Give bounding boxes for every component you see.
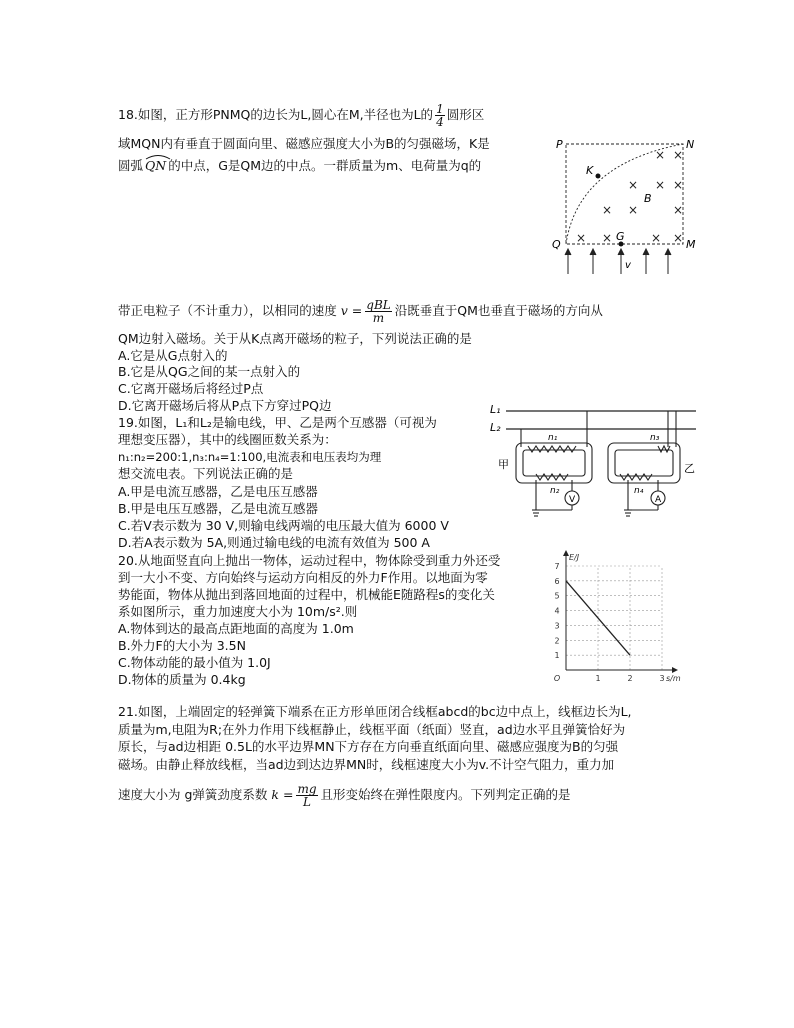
- label-v: v: [625, 260, 631, 271]
- y-tick-label: 4: [554, 606, 560, 616]
- q18-line5: QM边射入磁场。关于从K点离开磁场的粒子，下列说法正确的是: [118, 331, 472, 346]
- energy-distance-chart: [548, 552, 683, 684]
- q19-option-a: A.甲是电流互感器，乙是电压互感器: [118, 484, 318, 499]
- svg-text:×: ×: [628, 178, 639, 192]
- q18-option-c: C.它离开磁场后将经过P点: [118, 381, 264, 396]
- q19-line4: 想交流电表。下列说法正确的是: [118, 466, 294, 481]
- label-q: Q: [552, 238, 561, 251]
- q20-line2: 到一大小不变、方向始终与运动方向相反的外力F作用。以地面为零: [118, 570, 488, 585]
- origin-label: O: [553, 674, 561, 683]
- point-k: [596, 174, 601, 179]
- q19-option-b: B.甲是电压互感器，乙是电流互感器: [118, 501, 319, 516]
- svg-text:×: ×: [673, 203, 684, 217]
- q21-line3: 原长，与ad边相距 0.5L的水平边界MN下方存在方向垂直纸面向里、磁感应强度为B的匀强: [118, 739, 619, 754]
- q21-line5: 速度大小为 g弹簧劲度系数 k = $\frac{mg}{L}$ 且形变始终在弹性限度内。下列判定正确的是: [118, 782, 571, 809]
- velocity-arrows: [565, 249, 671, 274]
- y-tick-label: 5: [554, 591, 560, 601]
- q18-line1-text: 18.如图，正方形PNMQ的边长为L,圆心在M,半径也为L的: [118, 107, 434, 122]
- q20-line4: 系如图所示，重力加速度大小为 10m/s².则: [118, 604, 358, 619]
- q18-line1: [118, 103, 484, 128]
- voltmeter-label: V: [569, 495, 576, 505]
- velocity-fraction: $\frac{\text{qBL}}{m}$: [366, 298, 391, 325]
- ammeter-label: A: [655, 495, 662, 505]
- q20-line3: 势能面，物体从抛出到落回地面的过程中，机械能E随路程s的变化关: [118, 587, 495, 602]
- transformer-jia: [516, 411, 592, 516]
- q18-line1-tail: 圆形区: [446, 107, 485, 122]
- q20-option-a: A.物体到达的最高点距地面的高度为 1.0m: [118, 621, 354, 636]
- label-n: N: [686, 138, 695, 151]
- y-axis-label: E/J: [569, 553, 580, 562]
- label-n1: n₁: [548, 433, 558, 443]
- label-l2: L₂: [490, 421, 501, 434]
- svg-text:×: ×: [602, 203, 613, 217]
- q18-line2: 域MQN内有垂直于圆面向里、磁感应强度大小为B的匀强磁场，K是: [118, 136, 490, 151]
- q19-line1: 19.如图，L₁和L₂是输电线，甲、乙是两个互感器（可视为: [118, 415, 437, 430]
- q18-option-b: B.它是从QG之间的某一点射入的: [118, 364, 301, 379]
- transformer-yi: [608, 411, 680, 516]
- q20-option-b: B.外力F的大小为 3.5N: [118, 638, 246, 653]
- svg-text:×: ×: [628, 203, 639, 217]
- y-tick-label: 3: [554, 621, 560, 631]
- svg-text:×: ×: [673, 231, 684, 245]
- spring-constant-fraction: $\frac{mg}{L}$: [297, 782, 317, 809]
- label-k: K: [586, 164, 594, 177]
- velocity-symbol: v =: [340, 303, 363, 318]
- x-axis-label: s/m: [666, 674, 681, 683]
- q18-magnetic-field-figure: [548, 134, 698, 279]
- q18-line4: 带正电粒子（不计重力），以相同的速度 v = $\frac{\text{qBL}}{m}$ 沿既垂直于QM也垂直于磁场的方向从: [118, 298, 603, 325]
- label-yi: 乙: [684, 462, 695, 475]
- label-g: G: [616, 230, 625, 243]
- label-p: P: [556, 138, 563, 151]
- arc-qn-boundary: [566, 144, 683, 244]
- y-tick-label: 2: [554, 636, 560, 646]
- label-l1: L₁: [490, 403, 501, 416]
- svg-text:×: ×: [655, 148, 666, 162]
- label-n4: n₄: [634, 486, 644, 496]
- q20-line1: 20.从地面竖直向上抛出一物体，运动过程中，物体除受到重力外还受: [118, 553, 501, 568]
- q21-line1: 21.如图，上端固定的轻弹簧下端系在正方形单匝闭合线框abcd的bc边中点上，线框边长为L,: [118, 704, 632, 719]
- q19-line2: 理想变压器），其中的线圈匝数关系为：: [118, 432, 337, 447]
- y-tick-label: 1: [554, 651, 560, 661]
- q20-option-d: D.物体的质量为 0.4kg: [118, 672, 246, 687]
- x-tick-label: 2: [627, 674, 633, 683]
- arc-qn: QN: [145, 158, 166, 174]
- field-crosses: [576, 148, 683, 245]
- svg-text:×: ×: [673, 148, 684, 162]
- q19-transformer-figure: [488, 400, 698, 522]
- x-axis-arrow: [672, 667, 678, 673]
- q20-option-c: C.物体动能的最小值为 1.0J: [118, 655, 271, 670]
- svg-text:×: ×: [576, 231, 587, 245]
- svg-text:×: ×: [655, 178, 666, 192]
- q21-line2: 质量为m,电阻为R;在外力作用下线框静止，线框平面（纸面）竖直，ad边水平且弹簧恰好为: [118, 722, 626, 737]
- y-tick-label: 6: [554, 576, 560, 586]
- svg-text:×: ×: [602, 231, 613, 245]
- q19-line3: n₁:n₂=200:1,n₃:n₄=1:100,电流表和电压表均为理: [118, 450, 382, 464]
- label-m: M: [686, 238, 696, 251]
- svg-text:×: ×: [651, 231, 662, 245]
- label-n2: n₂: [550, 486, 560, 496]
- y-tick-label: 7: [554, 562, 560, 571]
- q18-option-d: D.它离开磁场后将从P点下方穿过PQ边: [118, 398, 332, 413]
- svg-text:×: ×: [673, 178, 684, 192]
- x-tick-label: 1: [595, 674, 601, 683]
- x-tick-label: 3: [659, 674, 665, 683]
- q21-line4: 磁场。由静止释放线框，当ad边到达边界MN时，线框速度大小为v.不计空气阻力，重力加: [118, 757, 615, 772]
- label-b: B: [644, 192, 652, 205]
- q18-option-a: A.它是从G点射入的: [118, 348, 228, 363]
- label-n3: n₃: [650, 433, 660, 443]
- spring-constant-symbol: k =: [271, 787, 294, 802]
- quarter-fraction: $\frac{1}{4}$: [436, 102, 444, 129]
- q19-option-d: D.若A表示数为 5A,则通过输电线的电流有效值为 500 A: [118, 535, 430, 550]
- label-jia: 甲: [498, 458, 509, 471]
- q18-line3: 圆弧 QN 的中点，G是QM边的中点。一群质量为m、电荷量为q的: [118, 158, 481, 174]
- q19-option-c: C.若V表示数为 30 V,则输电线两端的电压最大值为 6000 V: [118, 518, 449, 533]
- square-pnmq: [566, 144, 683, 244]
